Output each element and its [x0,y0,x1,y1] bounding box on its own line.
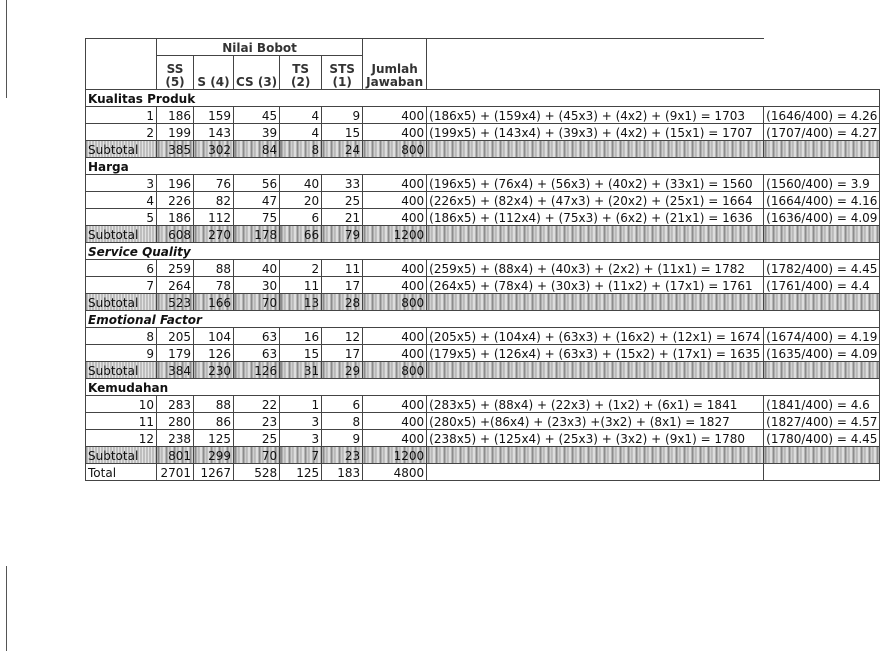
section-title: Kualitas Produk [86,90,880,107]
scan-edge-top [6,0,7,98]
score-count: 196 [157,175,194,192]
table-row [86,345,880,362]
header-nilai-bobot: Nilai Bobot [157,39,363,56]
row-total: 400 [363,175,427,192]
score-count: 4 [280,107,322,124]
section-title: Service Quality [86,243,880,260]
mean-score: (1827/400) = 4.57 [764,413,880,430]
table-row [86,328,880,345]
subtotal-count: 8 [280,141,322,158]
item-number: 6 [86,260,157,277]
subtotal-row [86,141,880,158]
score-count: 21 [322,209,363,226]
score-count: 264 [157,277,194,294]
weighted-calc: (196x5) + (76x4) + (56x3) + (40x2) + (33x1) = 1560 [427,175,764,192]
score-count: 283 [157,396,194,413]
mean-score: (1707/400) = 4.27 [764,124,880,141]
subtotal-fill [764,141,880,158]
subtotal-count: 523 [157,294,194,311]
subtotal-count: 270 [194,226,234,243]
score-count: 104 [194,328,234,345]
subtotal-count: 70 [234,447,280,464]
subtotal-fill [427,226,764,243]
subtotal-fill [427,294,764,311]
item-number: 1 [86,107,157,124]
score-count: 179 [157,345,194,362]
score-count: 143 [194,124,234,141]
row-total: 400 [363,345,427,362]
header-jumlah-jawaban: Jumlah Jawaban [363,39,427,90]
score-count: 22 [234,396,280,413]
score-count: 20 [280,192,322,209]
subtotal-fill [427,447,764,464]
subtotal-fill [427,362,764,379]
table-row [86,430,880,447]
score-count: 40 [234,260,280,277]
row-total: 400 [363,107,427,124]
score-count: 159 [194,107,234,124]
item-number: 3 [86,175,157,192]
subtotal-count: 230 [194,362,234,379]
score-count: 23 [234,413,280,430]
total-count: 528 [234,464,280,481]
total-empty [427,464,764,481]
subtotal-count: 28 [322,294,363,311]
score-count: 56 [234,175,280,192]
item-number: 8 [86,328,157,345]
score-count: 88 [194,260,234,277]
score-count: 76 [194,175,234,192]
subtotal-total: 800 [363,362,427,379]
score-count: 186 [157,209,194,226]
score-count: 9 [322,430,363,447]
table-row [86,277,880,294]
score-count: 25 [322,192,363,209]
subtotal-label: Subtotal [86,141,157,158]
scan-edge-bottom [6,566,7,651]
subtotal-fill [764,447,880,464]
total-count: 183 [322,464,363,481]
header-empty [427,56,764,90]
subtotal-count: 801 [157,447,194,464]
row-total: 400 [363,124,427,141]
likert-score-table [85,38,880,481]
subtotal-fill [764,362,880,379]
score-count: 75 [234,209,280,226]
item-number: 5 [86,209,157,226]
subtotal-count: 79 [322,226,363,243]
header-empty [427,39,764,56]
subtotal-count: 29 [322,362,363,379]
score-count: 6 [280,209,322,226]
mean-score: (1560/400) = 3.9 [764,175,880,192]
table-row [86,192,880,209]
header-blank [86,39,157,90]
subtotal-count: 70 [234,294,280,311]
weighted-calc: (186x5) + (112x4) + (75x3) + (6x2) + (21x1) = 1636 [427,209,764,226]
score-count: 78 [194,277,234,294]
table-row [86,413,880,430]
subtotal-total: 800 [363,294,427,311]
section-title: Kemudahan [86,379,880,396]
mean-score: (1664/400) = 4.16 [764,192,880,209]
score-count: 125 [194,430,234,447]
subtotal-count: 384 [157,362,194,379]
score-count: 45 [234,107,280,124]
subtotal-count: 385 [157,141,194,158]
header-col-ss: SS (5) [157,56,194,90]
item-number: 12 [86,430,157,447]
weighted-calc: (283x5) + (88x4) + (22x3) + (1x2) + (6x1) = 1841 [427,396,764,413]
item-number: 7 [86,277,157,294]
score-count: 280 [157,413,194,430]
score-count: 16 [280,328,322,345]
table-row [86,124,880,141]
header-empty [764,56,880,90]
section-title: Emotional Factor [86,311,880,328]
table-row [86,209,880,226]
subtotal-count: 23 [322,447,363,464]
section-header-row [86,379,880,396]
weighted-calc: (205x5) + (104x4) + (63x3) + (16x2) + (12x1) = 1674 [427,328,764,345]
score-count: 6 [322,396,363,413]
weighted-calc: (199x5) + (143x4) + (39x3) + (4x2) + (15x1) = 1707 [427,124,764,141]
subtotal-count: 608 [157,226,194,243]
score-count: 186 [157,107,194,124]
subtotal-count: 24 [322,141,363,158]
row-total: 400 [363,413,427,430]
subtotal-label: Subtotal [86,226,157,243]
score-count: 12 [322,328,363,345]
subtotal-total: 1200 [363,226,427,243]
mean-score: (1674/400) = 4.19 [764,328,880,345]
score-count: 30 [234,277,280,294]
score-count: 47 [234,192,280,209]
total-label: Total [86,464,157,481]
subtotal-label: Subtotal [86,447,157,464]
mean-score: (1636/400) = 4.09 [764,209,880,226]
score-count: 25 [234,430,280,447]
score-count: 88 [194,396,234,413]
score-count: 15 [280,345,322,362]
grand-total-row [86,464,880,481]
table-row [86,107,880,124]
score-count: 259 [157,260,194,277]
table-row [86,396,880,413]
score-count: 63 [234,328,280,345]
header-empty [764,39,880,56]
score-count: 86 [194,413,234,430]
subtotal-count: 299 [194,447,234,464]
score-count: 4 [280,124,322,141]
row-total: 400 [363,260,427,277]
table-row [86,260,880,277]
subtotal-total: 1200 [363,447,427,464]
header-col-ts: TS (2) [280,56,322,90]
score-count: 39 [234,124,280,141]
total-jawaban: 4800 [363,464,427,481]
subtotal-fill [764,226,880,243]
mean-score: (1646/400) = 4.26 [764,107,880,124]
score-count: 238 [157,430,194,447]
weighted-calc: (186x5) + (159x4) + (45x3) + (4x2) + (9x1) = 1703 [427,107,764,124]
row-total: 400 [363,430,427,447]
row-total: 400 [363,192,427,209]
subtotal-row [86,294,880,311]
score-count: 1 [280,396,322,413]
weighted-calc: (226x5) + (82x4) + (47x3) + (20x2) + (25x1) = 1664 [427,192,764,209]
score-count: 9 [322,107,363,124]
weighted-calc: (179x5) + (126x4) + (63x3) + (15x2) + (17x1) = 1635 [427,345,764,362]
section-title: Harga [86,158,880,175]
section-header-row [86,158,880,175]
score-count: 11 [322,260,363,277]
score-count: 226 [157,192,194,209]
subtotal-total: 800 [363,141,427,158]
subtotal-count: 302 [194,141,234,158]
weighted-calc: (280x5) +(86x4) + (23x3) +(3x2) + (8x1) = 1827 [427,413,764,430]
header-col-s: S (4) [194,56,234,90]
total-count: 2701 [157,464,194,481]
item-number: 4 [86,192,157,209]
subtotal-label: Subtotal [86,362,157,379]
row-total: 400 [363,277,427,294]
weighted-calc: (238x5) + (125x4) + (25x3) + (3x2) + (9x1) = 1780 [427,430,764,447]
header-col-sts: STS (1) [322,56,363,90]
subtotal-fill [427,141,764,158]
score-count: 17 [322,345,363,362]
subtotal-count: 126 [234,362,280,379]
row-total: 400 [363,328,427,345]
score-count: 15 [322,124,363,141]
subtotal-row [86,226,880,243]
weighted-calc: (259x5) + (88x4) + (40x3) + (2x2) + (11x1) = 1782 [427,260,764,277]
score-count: 199 [157,124,194,141]
score-count: 63 [234,345,280,362]
item-number: 2 [86,124,157,141]
total-count: 1267 [194,464,234,481]
section-header-row [86,311,880,328]
section-header-row [86,90,880,107]
section-header-row [86,243,880,260]
mean-score: (1635/400) = 4.09 [764,345,880,362]
item-number: 10 [86,396,157,413]
score-count: 11 [280,277,322,294]
header-col-cs: CS (3) [234,56,280,90]
score-count: 3 [280,413,322,430]
mean-score: (1782/400) = 4.45 [764,260,880,277]
item-number: 9 [86,345,157,362]
subtotal-count: 66 [280,226,322,243]
row-total: 400 [363,209,427,226]
subtotal-count: 178 [234,226,280,243]
score-count: 3 [280,430,322,447]
score-count: 126 [194,345,234,362]
mean-score: (1780/400) = 4.45 [764,430,880,447]
subtotal-count: 7 [280,447,322,464]
mean-score: (1841/400) = 4.6 [764,396,880,413]
row-total: 400 [363,396,427,413]
total-empty [764,464,880,481]
weighted-calc: (264x5) + (78x4) + (30x3) + (11x2) + (17x1) = 1761 [427,277,764,294]
score-count: 82 [194,192,234,209]
subtotal-row [86,362,880,379]
subtotal-count: 31 [280,362,322,379]
subtotal-row [86,447,880,464]
subtotal-count: 84 [234,141,280,158]
item-number: 11 [86,413,157,430]
subtotal-count: 166 [194,294,234,311]
subtotal-fill [764,294,880,311]
score-count: 40 [280,175,322,192]
score-count: 33 [322,175,363,192]
score-count: 112 [194,209,234,226]
subtotal-count: 13 [280,294,322,311]
mean-score: (1761/400) = 4.4 [764,277,880,294]
score-count: 17 [322,277,363,294]
subtotal-label: Subtotal [86,294,157,311]
total-count: 125 [280,464,322,481]
table-row [86,175,880,192]
score-count: 2 [280,260,322,277]
score-count: 8 [322,413,363,430]
score-count: 205 [157,328,194,345]
